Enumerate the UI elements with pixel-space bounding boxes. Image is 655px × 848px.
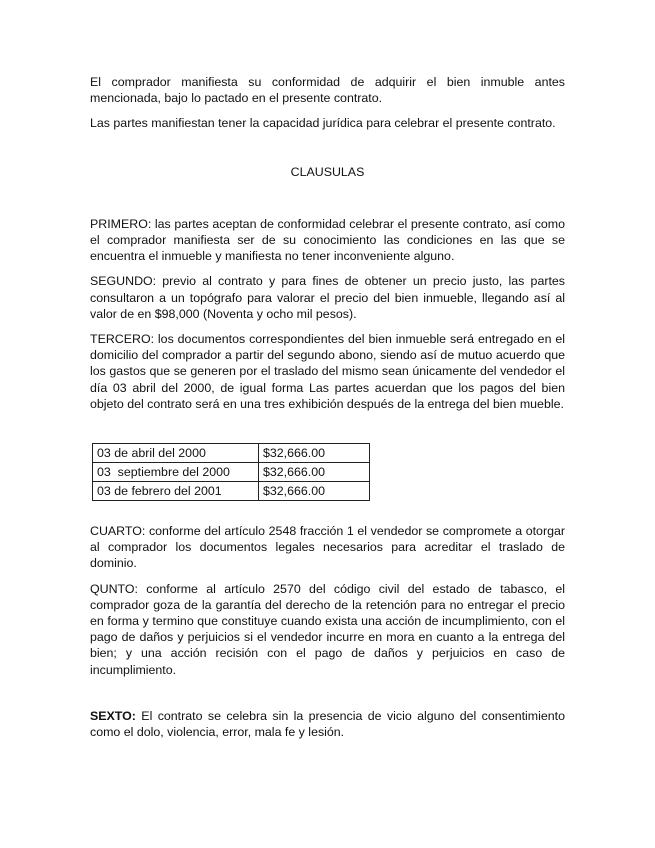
intro-paragraph-2: Las partes manifiestan tener la capacidad jurídica para celebrar el presente contrato. [90, 116, 556, 131]
clause-tercero: TERCERO: los documentos correspondientes del bien inmueble será entregado en el domicilio del comprador a partir del segundo abono, siendo así de mutuo acuerdo que los gastos que se generen por el traslado del mismo sean únicamente del vendedor el día 03 abril del 2000, de igual forma Las partes acuerdan que los pagos del bien objeto del contrato será en una tres exhibición después de la entrega del bien mueble. [90, 332, 565, 411]
document-page [90, 74, 565, 749]
clause-primero: PRIMERO: las partes aceptan de conformidad celebrar el presente contrato, así como el comprador manifiesta ser de su conocimiento las condiciones en las que se encuentra el inmueble y manifiesta no tener inconveniente alguno. [90, 216, 565, 264]
clause-sexto [90, 708, 565, 740]
clause-segundo: SEGUNDO: previo al contrato y para fines de obtener un precio justo, las partes consultaron a un topógrafo para valorar el precio del bien inmueble, llegando así al valor de en $98,000 (Noventa y ocho mil pesos). [90, 274, 565, 321]
clause-sexto-text: El contrato se celebra sin la presencia de vicio alguno del consentimiento como el dolo, violencia, error, mala fe y lesión. [90, 708, 565, 740]
payment-date-cell: 03 de abril del 2000 [93, 444, 259, 463]
clause-quinto: QUNTO: conforme al artículo 2570 del código civil del estado de tabasco, el comprador goza de la garantía del derecho de la retención para no entregar el precio en forma y termino que constituye cuando exista una acción de incumplimiento, con el pago de daños y perjuicios si el vendedor incurre en mora en cuanto a la entrega del bien; y una acción recisión con el pago de daños y perjuicios en caso de incumplimiento. [90, 581, 565, 677]
payments-table [92, 443, 370, 501]
clause-cuarto: CUARTO: conforme del artículo 2548 fracción 1 el vendedor se compromete a otorgar al comprador los documentos legales necesarios para acreditar el traslado de dominio. [90, 524, 565, 571]
payment-amount-cell: $32,666.00 [259, 482, 370, 501]
table-row [93, 463, 370, 482]
payment-date-cell: 03 de febrero del 2001 [93, 482, 259, 501]
table-row [93, 482, 370, 501]
clauses-heading: CLAUSULAS [290, 164, 365, 179]
table-row [93, 444, 370, 463]
payment-amount-cell: $32,666.00 [259, 463, 370, 482]
intro-paragraph-1: El comprador manifiesta su conformidad de adquirir el bien inmuble antes mencionada, bajo lo pactado en el presente contrato. [90, 75, 565, 106]
payment-amount-cell: $32,666.00 [259, 444, 370, 463]
clause-sexto-label: SEXTO: [90, 708, 136, 723]
payment-date-cell: 03 septiembre del 2000 [93, 463, 259, 482]
